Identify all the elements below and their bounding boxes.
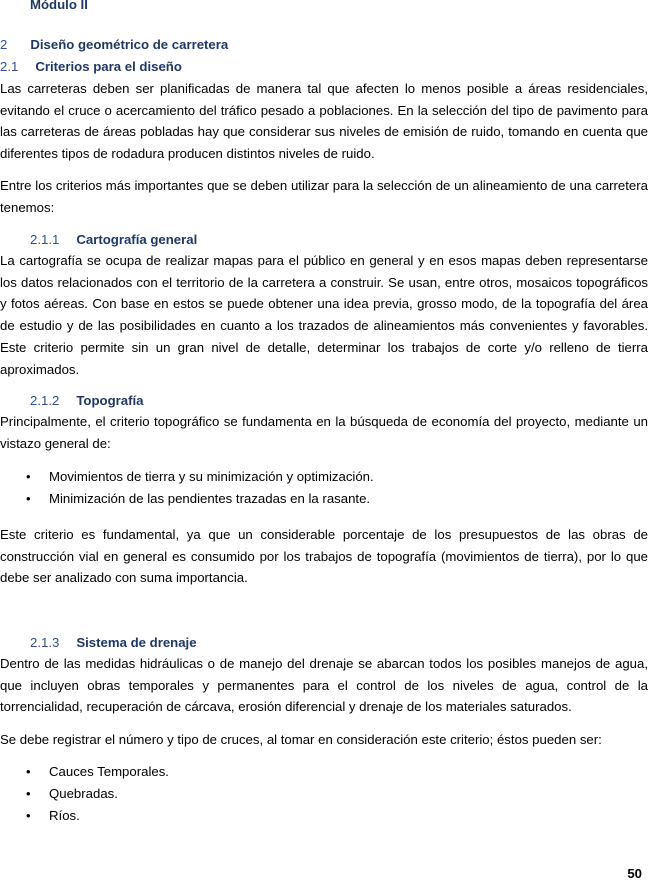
- bullet-icon: •: [26, 469, 31, 484]
- page-number: 50: [627, 866, 642, 881]
- paragraph: Las carreteras deben ser planificadas de manera tal que afecten lo menos posible a áreas residenciales, evitando el cruce o acercamiento del tráfico pesado a poblaciones. En la selección del tipo de pavimento para las carreteras de áreas pobladas hay que considerar sus niveles de emisión de ruido, tomando en cuenta que diferentes tipos de rodadura producen distintos niveles de ruido.: [0, 81, 648, 162]
- section-number: 2.1.1: [30, 232, 60, 247]
- list-item: • Cauces Temporales.: [0, 761, 648, 783]
- bullet-icon: •: [26, 786, 31, 801]
- section-number: 2.1: [0, 59, 19, 74]
- bullet-icon: •: [26, 764, 31, 779]
- list-item: • Quebradas.: [0, 783, 648, 805]
- paragraph: La cartografía se ocupa de realizar mapas para el público en general y en esos mapas deben representarse los datos relacionados con el territorio de la carretera a construir. Se usan, entre otros, mosaicos topográficos y fotos aéreas. Con base en estos se puede obtener una idea previa, grosso modo, de la topografía del área de estudio y de las posibilidades en cuanto a los trazados de alineamientos más convenientes y favorables. Este criterio permite sin un gran nivel de detalle, determinar los trabajos de corte y/o relleno de tierra aproximados.: [0, 253, 648, 377]
- section-title: Diseño geométrico de carretera: [30, 37, 229, 52]
- paragraph: Dentro de las medidas hidráulicas o de manejo del drenaje se abarcan todos los posibles manejos de agua, que incluyen obras temporales y permanentes para el control de los niveles de agua, control de la torrencialidad, recuperación de cárcava, erosión diferencial y drenaje de los materiales saturados.: [0, 656, 648, 715]
- paragraph: Se debe registrar el número y tipo de cruces, al tomar en consideración este criterio; éstos pueden ser:: [0, 732, 602, 747]
- bullet-icon: •: [26, 808, 31, 823]
- paragraph: Este criterio es fundamental, ya que un considerable porcentaje de los presupuestos de las obras de construcción vial en general es consumido por los trabajos de topografía (movimientos de tierra), por lo que debe ser analizado con suma importancia.: [0, 527, 648, 586]
- paragraph: Entre los criterios más importantes que se deben utilizar para la selección de un alineamiento de una carretera tenemos:: [0, 178, 648, 215]
- section-title: Topografía: [76, 393, 144, 408]
- bullet-icon: •: [26, 491, 31, 506]
- list-item: • Minimización de las pendientes trazadas en la rasante.: [0, 488, 648, 510]
- module-header: Módulo II: [30, 0, 88, 12]
- bullet-list: [0, 466, 648, 510]
- list-item: • Movimientos de tierra y su minimización y optimización.: [0, 466, 648, 488]
- section-title: Sistema de drenaje: [76, 635, 197, 650]
- section-number: 2.1.3: [30, 635, 60, 650]
- section-heading-2: [0, 34, 648, 56]
- list-item: • Ríos.: [0, 805, 648, 827]
- section-number: 2: [0, 37, 8, 52]
- section-title: Cartografía general: [76, 232, 198, 247]
- section-heading-2-1-3: [30, 632, 530, 654]
- section-heading-2-1-1: [30, 229, 530, 251]
- section-heading-2-1-2: [30, 390, 530, 412]
- bullet-list: [0, 761, 648, 827]
- section-number: 2.1.2: [30, 393, 60, 408]
- paragraph: Principalmente, el criterio topográfico se fundamenta en la búsqueda de economía del proyecto, mediante un vistazo general de:: [0, 414, 648, 451]
- section-title: Criterios para el diseño: [35, 59, 182, 74]
- section-heading-2-1: [0, 56, 648, 78]
